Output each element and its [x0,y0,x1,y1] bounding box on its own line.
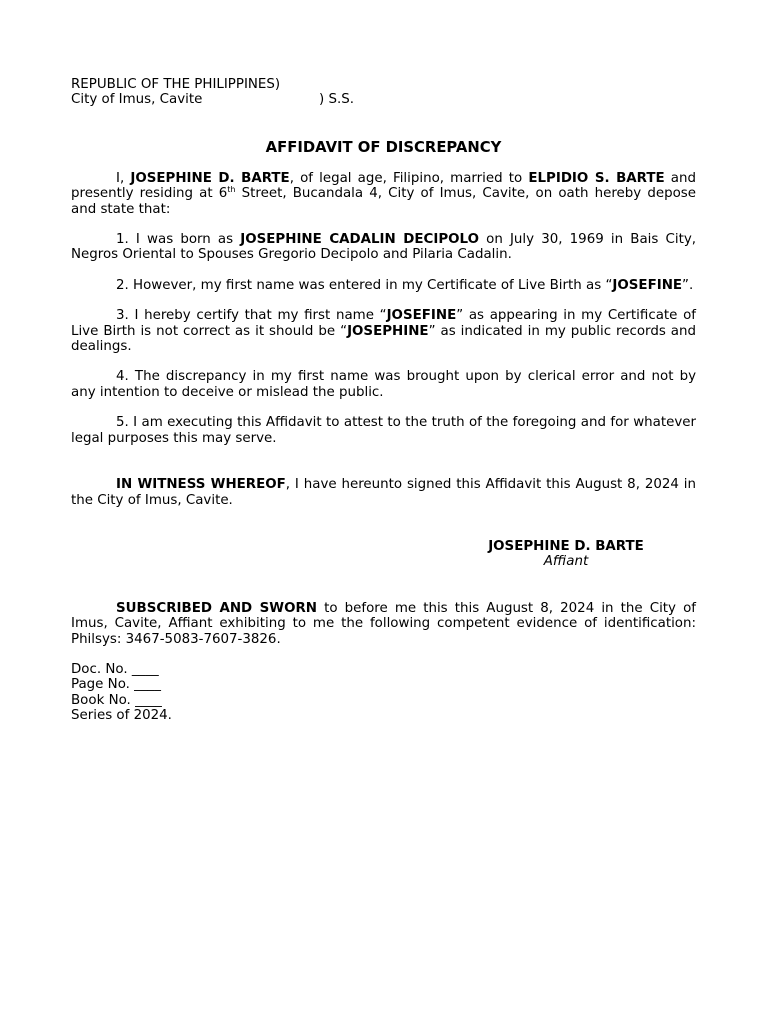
ordinal-suffix: th [227,185,236,195]
signature-block [476,539,656,570]
affidavit-document [71,77,696,724]
intro-text-3: and presently residing at 6 [71,170,696,202]
item2-text-1: 2. However, my first name was entered in my Certificate of Live Birth as “ [116,277,613,293]
caption-republic-text: REPUBLIC OF THE PHILIPPINES) [71,77,281,92]
paragraph-item-2 [71,278,696,293]
item1-text-2: on July 30, 1969 in Bais City, Negros Oriental to Spouses Gregorio Decipolo and Pilaria Cadalin. [71,232,697,263]
caption-line-republic [71,77,696,92]
spouse-name: ELPIDIO S. BARTE [528,170,665,186]
document-title: AFFIDAVIT OF DISCREPANCY [265,138,502,156]
book-number: Book No. ____ [71,692,162,708]
doc-number: Doc. No. ____ [71,661,159,677]
item1-text-1: 1. I was born as [116,232,241,248]
item2-text-2: ”. [682,277,694,293]
notarial-register [71,662,696,724]
paragraph-item-5 [71,415,696,446]
paragraph-item-1 [71,232,696,263]
jurat-lead: SUBSCRIBED AND SWORN [116,600,317,616]
intro-text-4: Street, Bucandala 4, City of Imus, Cavite, on oath hereby depose and state that: [71,186,696,217]
intro-text-1: I, [116,170,131,186]
intro-paragraph [71,171,696,217]
signature-name: JOSEPHINE D. BARTE [488,538,644,554]
affiant-name: JOSEPHINE D. BARTE [130,170,290,186]
item3-text-2: ” as appearing in my Certificate of Live Birth is not correct as it should be “ [71,308,696,339]
paragraph-item-4 [71,369,696,400]
venue-caption [71,77,696,108]
paragraph-item-3 [71,308,696,354]
signature-role: Affiant [543,554,589,570]
birth-name: JOSEPHINE CADALIN DECIPOLO [240,232,479,248]
witness-text: , I have hereunto signed this Affidavit this August 8, 2024 in the City of Imus, Cavite. [71,477,696,508]
item3-wrong-name: JOSEFINE [386,308,457,324]
item5-text: 5. I am executing this Affidavit to attest to the truth of the foregoing and for whatever legal purposes this may serve. [71,415,696,446]
caption-line-city [71,92,696,107]
jurat-text: to before me this this August 8, 2024 in the City of Imus, Cavite, Affiant exhibiting to me the following competent evidence of identification: Philsys: 3467-5083-7607-3826. [71,600,696,647]
intro-text-2: , of legal age, Filipino, married to [289,170,529,186]
item4-text: 4. The discrepancy in my first name was brought upon by clerical error and not by any intention to deceive or mislead the public. [71,369,696,400]
item3-text-3: ” as indicated in my public records and dealings. [71,323,696,355]
caption-city-text: City of Imus, Cavite [71,92,203,108]
witness-paragraph [71,477,696,508]
page-number: Page No. ____ [71,677,161,693]
item3-text-1: 3. I hereby certify that my first name “ [116,308,387,324]
item2-wrong-name: JOSEFINE [612,277,683,293]
series-year: Series of 2024. [71,708,172,724]
item3-correct-name: JOSEPHINE [347,323,429,339]
witness-lead: IN WITNESS WHEREOF [116,477,286,493]
jurat-paragraph [71,601,696,647]
caption-ss-text: ) S.S. [319,92,354,108]
